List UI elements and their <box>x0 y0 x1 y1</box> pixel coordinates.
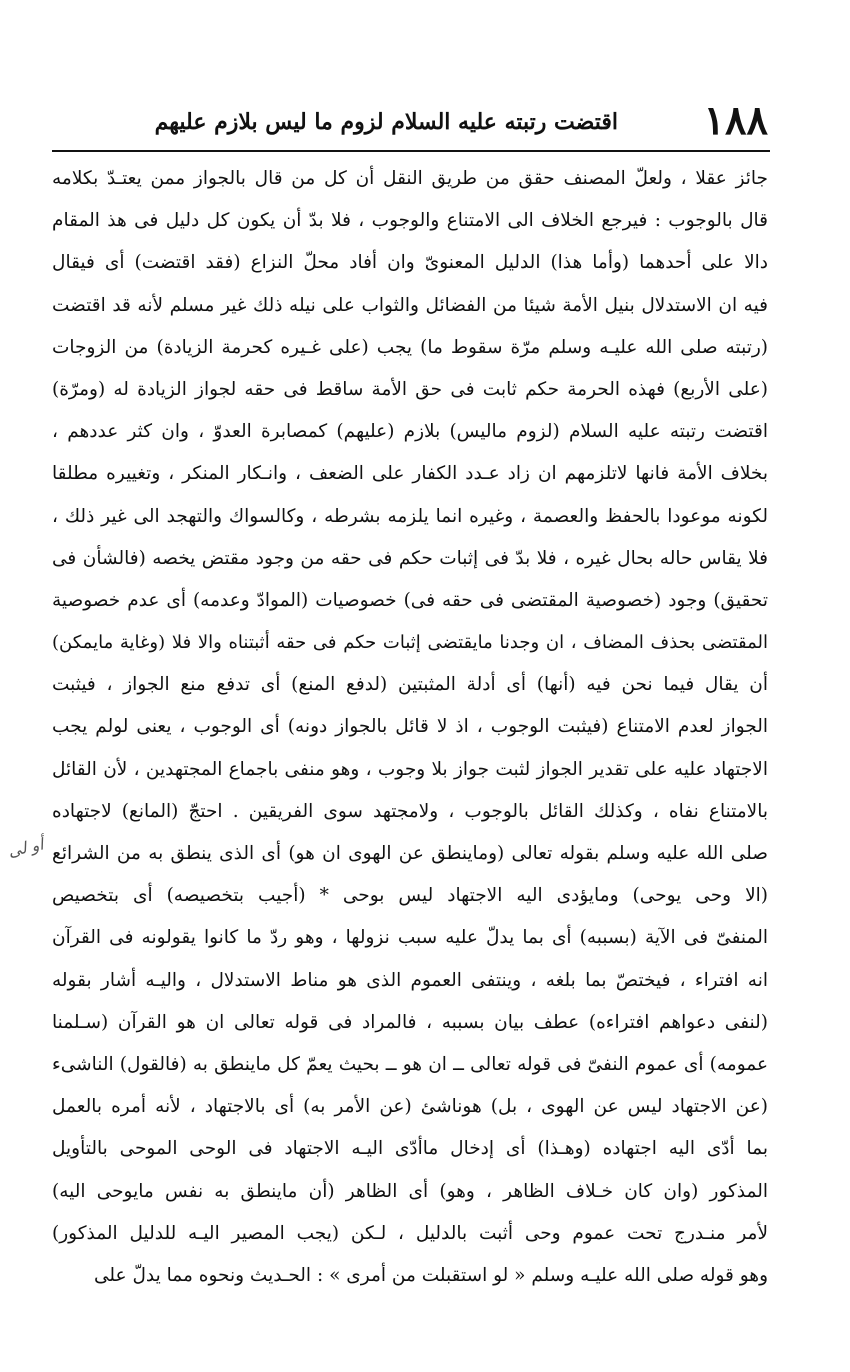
text-line: صلى الله عليه وسلم بقوله تعالى (وماينطق عن الهوى ان هو) أى الذى ينطق به من الشرائع <box>52 843 768 864</box>
running-title: اقتضت رتبته عليه السلام لزوم ما ليس بلازم عليهم <box>154 109 618 135</box>
text-line: المقتضى بحذف المضاف ، ان وجدنا مايقتضى إثبات حكم فى حقه أثبتناه والا فلا (وغاية مايمكن) <box>52 632 768 654</box>
text-line: (عن الاجتهاد ليس عن الهوى ، بل) هوناشئ (عن الأمر به) أى بالاجتهاد ، لأنه أمره بالعمل <box>52 1096 768 1118</box>
text-line: الجواز لعدم الامتناع (فيثبت الوجوب ، اذ لا قائل بالجواز دونه) أى الوجوب ، يعنى لولم يجب <box>52 716 768 738</box>
text-line: الاجتهاد عليه على تقدير الجواز لثبت جواز بلا وجوب ، وهو منفى باجماع المجتهدين ، لأن القائل <box>52 758 768 780</box>
page-number: ١٨٨ <box>703 97 768 144</box>
text-line: بالامتناع نفاه ، وكذلك القائل بالوجوب ، ولامجتهد سوى الفريقين . احتجّ (المانع) لاجتهاده <box>52 800 768 822</box>
text-line: (رتبته صلى الله عليـه وسلم مرّة سقوط ما) يجب (على غـيره كحرمة الزيادة) من الزوجات <box>52 336 768 358</box>
text-line: تحقيق) وجود (خصوصية المقتضى فى حقه فى) خصوصيات (الموادّ وعدمه) أى عدم خصوصية <box>52 589 768 611</box>
page-header <box>150 96 768 146</box>
text-line: أن يقال فيما نحن فيه (أنها) أى أدلة المثبتين (لدفع المنع) أى تدفع منع الجواز ، فيثبت <box>52 674 768 696</box>
text-line: قال بالوجوب : فيرجع الخلاف الى الامتناع والوجوب ، فلا بدّ أن يكون كل دليل فى هذ المقام <box>52 210 768 232</box>
body-text <box>52 158 768 1297</box>
text-line: (لنفى دعواهم افتراءه) عطف بيان بسببه ، فالمراد فى قوله تعالى ان هو القرآن (سـلمنا <box>52 1011 768 1033</box>
text-line: لكونه موعودا بالحفظ والعصمة ، وغيره انما يلزمه بشرطه ، وكالسواك والتهجد الى غير ذلك ، <box>52 505 768 527</box>
text-line: انه افتراء ، فيختصّ بما بلغه ، وينتفى العموم الذى هو مناط الاستدلال ، واليـه أشار بقوله <box>52 969 768 991</box>
text-line: (على الأربع) فهذه الحرمة حكم ثابت فى حق الأمة ساقط فى حقه لجواز الزيادة له (ومرّة) <box>52 378 768 400</box>
text-line: المذكور (وان كان خـلاف الظاهر ، وهو) أى الظاهر (أن ماينطق به نفس مايوحى اليه) <box>52 1180 768 1202</box>
text-line: جائز عقلا ، ولعلّ المصنف حقق من طريق النقل أن كل من قال بالجواز ممن يعتـدّ بكلامه <box>52 168 768 189</box>
text-line: لأمر منـدرج تحت عموم وحى أثبت بالدليل ، لـكن (يجب المصير اليـه للدليل المذكور) <box>52 1222 768 1244</box>
text-line: وهو قوله صلى الله عليـه وسلم « لو استقبلت من أمرى » : الحـديث ونحوه مما يدلّ على <box>93 1264 768 1286</box>
text-line: اقتضت رتبته عليه السلام (لزوم ماليس) بلازم (عليهم) كمصابرة العدوّ ، وان كثر عددهم ، <box>52 421 768 443</box>
text-line: بما أدّى اليه اجتهاده (وهـذا) أى إدخال ماأدّى اليـه الاجتهاد فى الوحى الموحى بالتأويل <box>52 1138 768 1160</box>
handwritten-margin-note: أو لى <box>6 834 46 861</box>
text-line: عمومه) أى عموم النفىّ فى قوله تعالى ــ ان هو ــ بحيث يعمّ كل ماينطق به (فالقول) الناشىء <box>52 1053 768 1075</box>
text-line: دالا على أحدهما (وأما هذا) الدليل المعنوىّ وان أفاد محلّ النزاع (فقد اقتضت) أى فيقال <box>52 252 768 274</box>
text-line: فلا يقاس حاله بحال غيره ، فلا بدّ فى إثبات حكم فى حقه من وجود مقتض يخصه (فالشأن فى <box>52 547 768 569</box>
text-line: بخلاف الأمة فانها لاتلزمهم ان زاد عـدد الكفار على الضعف ، وانـكار المنكر ، وتغييره مطلقا <box>52 463 768 485</box>
text-line: (الا وحى يوحى) ومايؤدى اليه الاجتهاد ليس بوحى * (أجيب بتخصيصه) أى بتخصيص <box>52 885 768 907</box>
header-rule <box>52 150 770 152</box>
text-line: فيه ان الاستدلال بنيل الأمة شيئا من الفضائل والثواب على نيله ذلك غير مسلم لأنه قد اقتضت <box>52 294 768 316</box>
text-line: المنفىّ فى الآية (بسببه) أى بما يدلّ عليه سبب نزولها ، وهو ردّ ما كانوا يقولونه فى القرآن <box>52 927 768 949</box>
